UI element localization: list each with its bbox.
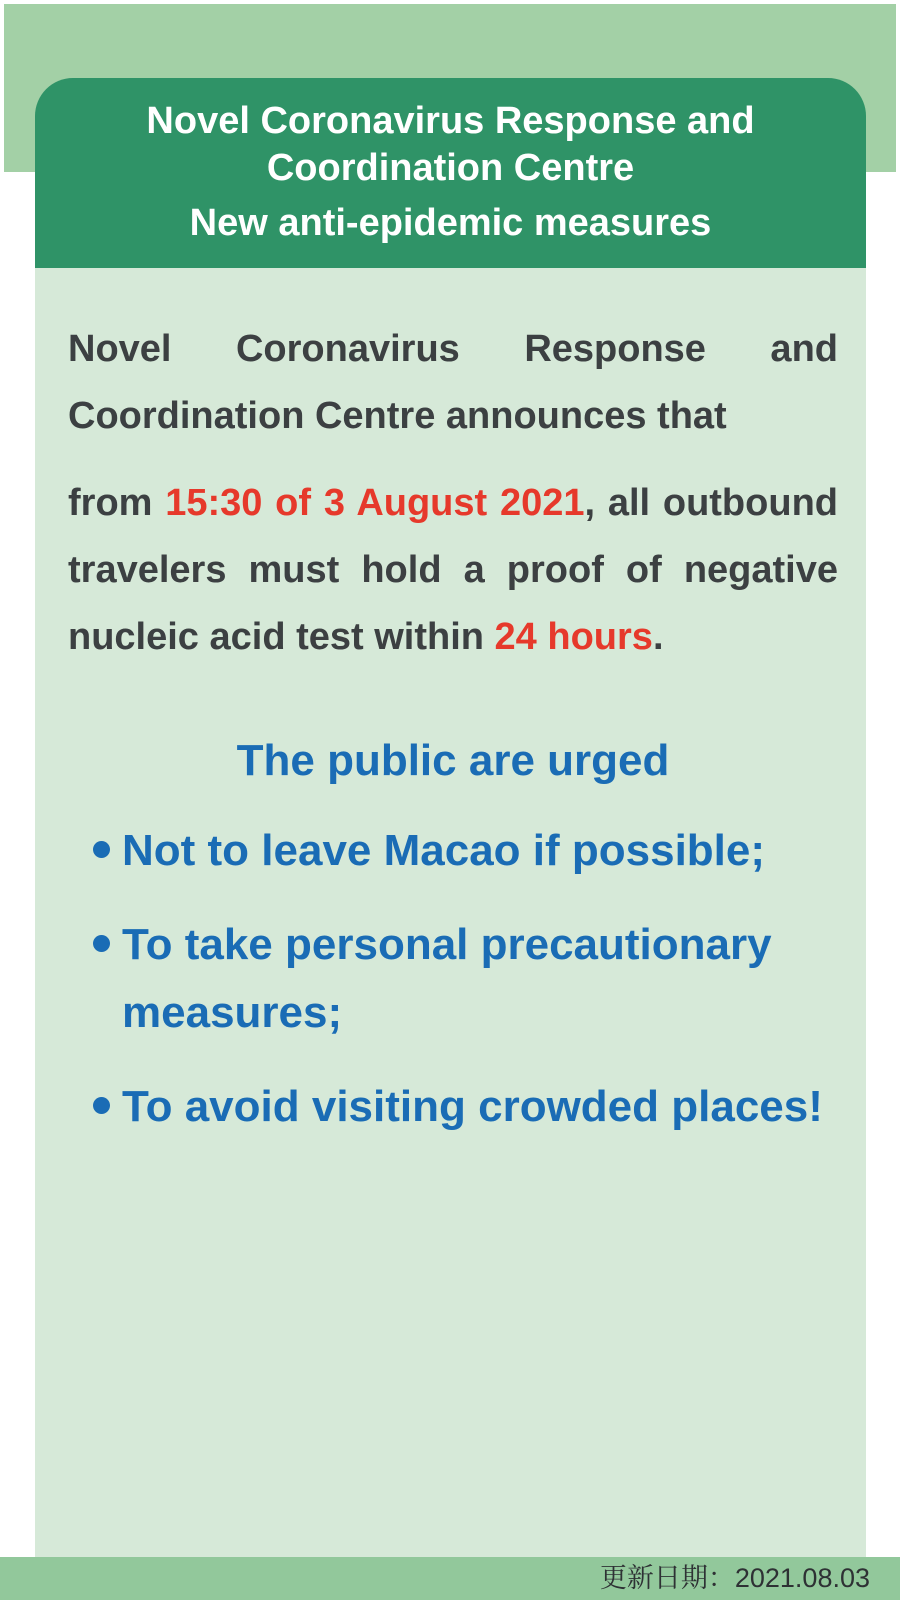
bullet-dot-icon (93, 841, 110, 858)
advisory-bullet-list (68, 817, 838, 1141)
measure-line-2: travelers must hold a proof of negative (68, 549, 838, 591)
measure-line-1-pre: from (68, 482, 166, 524)
announcement-line-1: Novel Coronavirus Response and (68, 328, 838, 370)
measure-line-3-pre: nucleic acid test within (68, 616, 495, 658)
header-subtitle: New anti-epidemic measures (189, 202, 712, 244)
announcement-paragraph (68, 316, 838, 450)
advisory-bullet-3-text (122, 1073, 823, 1141)
advisory-bullet-2-line-1: To take personal precautionary (122, 920, 772, 969)
content-panel (35, 268, 866, 1557)
bullet-dot-icon (93, 935, 110, 952)
advisory-title: The public are urged (236, 736, 670, 785)
advisory-bullet-1 (93, 817, 838, 885)
announcement-line-2: Coordination Centre announces that (68, 395, 727, 437)
advisory-bullet-3 (93, 1073, 838, 1141)
advisory-bullet-1-line-1: Not to leave Macao if possible; (122, 826, 766, 875)
measure-line-1-post: , all outbound (584, 482, 838, 524)
measure-line-3-post: . (652, 616, 664, 658)
header-banner (35, 78, 866, 268)
header-title-line-2: Coordination Centre (266, 147, 635, 189)
bullet-dot-icon (93, 1097, 110, 1114)
measure-line-1 (68, 470, 838, 537)
advisory-bullet-3-line-1: To avoid visiting crowded places! (122, 1082, 823, 1131)
advisory-bullet-2-text (122, 911, 772, 1047)
advisory-bullet-1-text (122, 817, 765, 885)
validity-period-highlight: 24 hours (494, 616, 653, 658)
update-date-label: 更新日期：2021.08.03 (599, 1563, 870, 1593)
measure-paragraph (68, 470, 838, 671)
advisory-bullet-2 (93, 911, 838, 1047)
header-title-line-1: Novel Coronavirus Response and (146, 100, 755, 142)
footer-bar (0, 1557, 900, 1600)
measure-line-3 (68, 604, 838, 671)
advisory-bullet-2-line-2: measures; (122, 988, 343, 1037)
effective-datetime-highlight: 15:30 of 3 August 2021 (165, 482, 585, 524)
